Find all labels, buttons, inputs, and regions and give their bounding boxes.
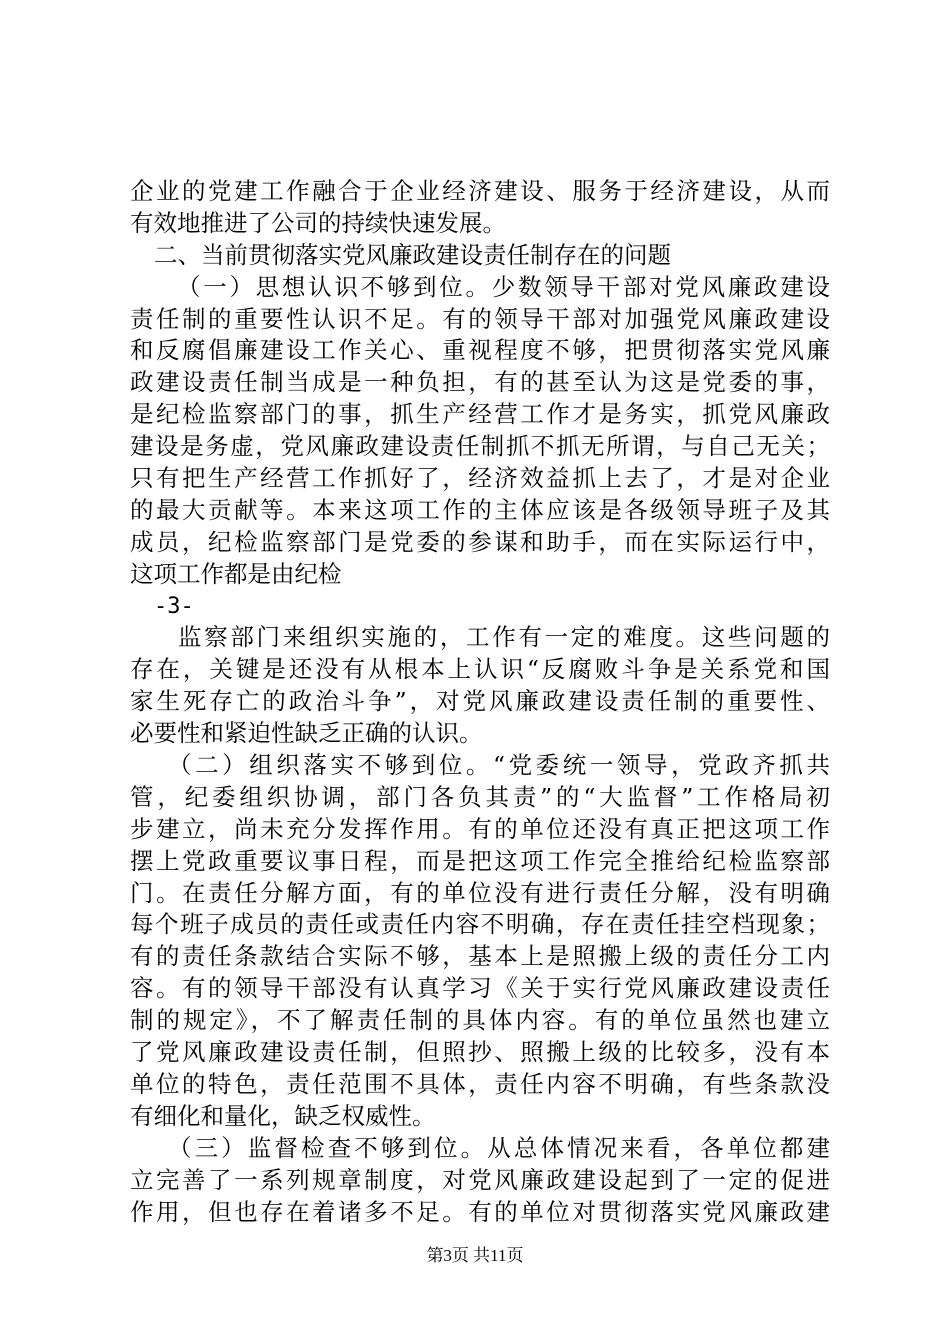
text-line: 二、当前贯彻落实党风廉政建设责任制存在的问题: [154, 240, 671, 269]
text-line: 企业的党建工作融合于企业经济建设、服务于经济建设，从而: [130, 177, 830, 205]
text-line: 单位的特色，责任范围不具体，责任内容不明确，有些条款没: [130, 1069, 830, 1098]
text-line: 门。在责任分解方面，有的单位没有进行责任分解，没有明确: [130, 878, 830, 907]
text-line: 的最大贡献等。本来这项工作的主体应该是各级领导班子及其: [130, 495, 830, 524]
text-line: 每个班子成员的责任或责任内容不明确，存在责任挂空档现象；: [130, 910, 830, 939]
text-line: 责任制的重要性认识不足。有的领导干部对加强党风廉政建设: [130, 304, 830, 333]
text-line: 立完善了一系列规章制度，对党风廉政建设起到了一定的促进: [130, 1165, 830, 1194]
text-line: 这项工作都是由纪检: [130, 559, 342, 588]
text-line: 是纪检监察部门的事，抓生产经营工作才是务实，抓党风廉政: [130, 400, 830, 429]
text-line: 管，纪委组织协调，部门各负其责”的“大监督”工作格局初: [130, 782, 830, 811]
text-line: 作用，但也存在着诸多不足。有的单位对贯彻落实党风廉政建: [130, 1197, 830, 1226]
text-line: 监察部门来组织实施的，工作有一定的难度。这些问题的: [178, 623, 830, 652]
text-line: 必要性和紧迫性缺乏正确的认识。: [130, 719, 483, 748]
inline-page-number: -3-: [154, 593, 194, 619]
page-footer: 第3页 共11页: [426, 1246, 524, 1265]
text-line: 建设是务虚，党风廉政建设责任制抓不抓无所谓，与自己无关；: [130, 432, 830, 461]
text-line: 只有把生产经营工作抓好了，经济效益抓上去了，才是对企业: [130, 464, 830, 493]
text-line: 政建设责任制当成是一种负担，有的甚至认为这是党委的事，: [130, 368, 830, 397]
text-line: 有效地推进了公司的持续快速发展。: [130, 208, 506, 237]
text-line: 有的责任条款结合实际不够，基本上是照搬上级的责任分工内: [130, 942, 830, 971]
text-line: 有细化和量化，缺乏权威性。: [130, 1101, 436, 1130]
text-line: （二）组织落实不够到位。“党委统一领导，党政齐抓共: [168, 751, 830, 780]
text-line: 存在，关键是还没有从根本上认识“反腐败斗争是关系党和国: [130, 655, 830, 684]
text-line: （三）监督检查不够到位。从总体情况来看，各单位都建: [168, 1133, 830, 1162]
text-line: 摆上党政重要议事日程，而是把这项工作完全推给纪检监察部: [130, 846, 830, 875]
text-line: 容。有的领导干部没有认真学习《关于实行党风廉政建设责任: [130, 974, 830, 1003]
text-line: 成员，纪检监察部门是党委的参谋和助手，而在实际运行中，: [130, 527, 830, 556]
document-body: [130, 176, 830, 1228]
text-line: 步建立，尚未充分发挥作用。有的单位还没有真正把这项工作: [130, 814, 830, 843]
text-line: 家生死存亡的政治斗争”，对党风廉政建设责任制的重要性、: [130, 687, 830, 716]
text-line: 和反腐倡廉建设工作关心、重视程度不够，把贯彻落实党风廉: [130, 336, 830, 365]
text-line: （一）思想认识不够到位。少数领导干部对党风廉政建设: [177, 272, 830, 301]
text-line: 制的规定》，不了解责任制的具体内容。有的单位虽然也建立: [130, 1006, 830, 1035]
text-line: 了党风廉政建设责任制，但照抄、照搬上级的比较多，没有本: [130, 1038, 830, 1067]
